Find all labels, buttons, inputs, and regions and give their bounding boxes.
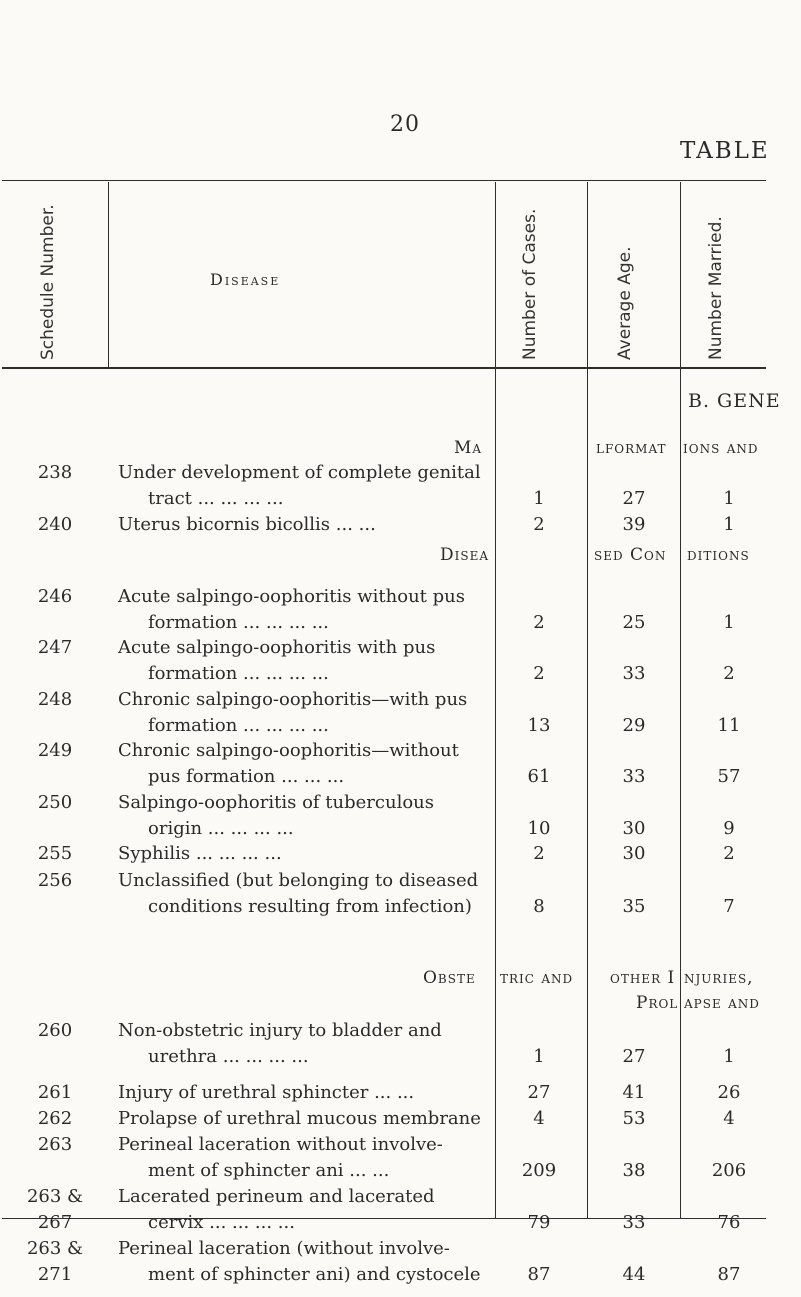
header-top-rule: [2, 180, 766, 181]
table-heading: TABLE: [680, 138, 770, 164]
page-number: 20: [390, 112, 420, 137]
number-of-cases: 1: [533, 488, 545, 509]
disease-name: Chronic salpingo-oophoritis—without: [118, 740, 459, 761]
number-of-cases: 2: [533, 843, 545, 864]
disease-name-cont: urethra ... ... ... ...: [148, 1046, 309, 1067]
disease-name: Perineal laceration (without involve-: [118, 1238, 450, 1259]
col-rule-1: [108, 182, 109, 367]
number-of-cases: 10: [527, 818, 551, 839]
schedule-number: 256: [37, 870, 73, 891]
disease-name: Syphilis ... ... ... ...: [118, 843, 282, 864]
number-of-cases: 79: [527, 1212, 551, 1233]
disease-name-cont: formation ... ... ... ...: [148, 715, 329, 736]
schedule-number: 261: [37, 1082, 73, 1103]
schedule-number: 248: [37, 689, 73, 710]
schedule-number-cont: 271: [37, 1264, 73, 1285]
number-of-cases: 4: [533, 1108, 545, 1129]
section-diseased-part1: Disea: [440, 545, 490, 565]
section-diseased-part3: ditions: [687, 545, 750, 565]
schedule-number: 249: [37, 740, 73, 761]
schedule-number: 255: [37, 843, 73, 864]
number-of-cases: 1: [533, 1046, 545, 1067]
number-married: 26: [717, 1082, 741, 1103]
disease-name: Perineal laceration without involve-: [118, 1134, 443, 1155]
col-rule-3: [587, 182, 588, 1218]
number-of-cases: 87: [527, 1264, 551, 1285]
average-age-header: Average Age.: [615, 246, 635, 360]
average-age: 27: [622, 1046, 646, 1067]
disease-name-cont: tract ... ... ... ...: [148, 488, 284, 509]
number-married: 1: [723, 488, 735, 509]
number-married: 7: [723, 896, 735, 917]
disease-name-cont: formation ... ... ... ...: [148, 612, 329, 633]
section-obstetric-part1: Obste: [423, 968, 476, 988]
number-of-cases: 2: [533, 663, 545, 684]
average-age: 44: [622, 1264, 646, 1285]
number-of-cases-header: Number of Cases.: [520, 208, 540, 360]
number-married: 76: [717, 1212, 741, 1233]
number-married: 11: [717, 715, 741, 736]
disease-name: Salpingo-oophoritis of tuberculous: [118, 792, 434, 813]
disease-name: Non-obstetric injury to bladder and: [118, 1020, 442, 1041]
number-of-cases: 2: [533, 514, 545, 535]
number-married: 87: [717, 1264, 741, 1285]
number-of-cases: 13: [527, 715, 551, 736]
number-married: 2: [723, 663, 735, 684]
schedule-number: 246: [37, 586, 73, 607]
number-married: 2: [723, 843, 735, 864]
average-age: 29: [622, 715, 646, 736]
schedule-number: 263: [37, 1134, 73, 1155]
number-married: 9: [723, 818, 735, 839]
disease-name: Lacerated perineum and lacerated: [118, 1186, 435, 1207]
disease-name-cont: ment of sphincter ani) and cystocele: [148, 1264, 481, 1285]
schedule-number: 263 &: [26, 1238, 84, 1259]
number-married: 1: [723, 1046, 735, 1067]
schedule-number: 260: [37, 1020, 73, 1041]
disease-name: Under development of complete genital: [118, 462, 481, 483]
disease-name: Acute salpingo-oophoritis with pus: [118, 637, 436, 658]
disease-name-cont: cervix ... ... ... ...: [148, 1212, 295, 1233]
number-of-cases: 2: [533, 612, 545, 633]
disease-name: Prolapse of urethral mucous membrane: [118, 1108, 481, 1129]
section-malformations-part3: ions and: [683, 438, 759, 458]
number-married: 1: [723, 514, 735, 535]
number-of-cases: 8: [533, 896, 545, 917]
average-age: 25: [622, 612, 646, 633]
disease-name-cont: ment of sphincter ani ... ...: [148, 1160, 390, 1181]
section-obstetric-part2: tric and: [500, 968, 574, 988]
section-general-label: B. GENE: [688, 390, 781, 412]
number-of-cases: 61: [527, 766, 551, 787]
header-bottom-rule: [2, 367, 766, 369]
number-of-cases: 209: [521, 1160, 557, 1181]
schedule-number: 247: [37, 637, 73, 658]
disease-name: Unclassified (but belonging to diseased: [118, 870, 479, 891]
schedule-number-cont: 267: [37, 1212, 73, 1233]
col-rule-4: [680, 182, 681, 1218]
disease-name-cont: conditions resulting from infection): [148, 896, 472, 917]
disease-name-cont: pus formation ... ... ...: [148, 766, 345, 787]
number-married: 1: [723, 612, 735, 633]
schedule-number-header: Schedule Number.: [38, 204, 58, 360]
schedule-number: 238: [37, 462, 73, 483]
average-age: 38: [622, 1160, 646, 1181]
disease-name-cont: origin ... ... ... ...: [148, 818, 294, 839]
number-married-header: Number Married.: [706, 216, 726, 360]
schedule-number: 250: [37, 792, 73, 813]
number-of-cases: 27: [527, 1082, 551, 1103]
average-age: 41: [622, 1082, 646, 1103]
average-age: 27: [622, 488, 646, 509]
schedule-number: 240: [37, 514, 73, 535]
number-married: 57: [717, 766, 741, 787]
average-age: 53: [622, 1108, 646, 1129]
section-diseased-part2: sed Con: [594, 545, 667, 565]
disease-name: Uterus bicornis bicollis ... ...: [118, 514, 376, 535]
average-age: 33: [622, 663, 646, 684]
average-age: 33: [622, 766, 646, 787]
section-prolapse-part1: Prol: [636, 993, 679, 1013]
disease-name: Injury of urethral sphincter ... ...: [118, 1082, 415, 1103]
disease-header: Disease: [210, 270, 281, 289]
section-obstetric-part4: njuries,: [684, 968, 754, 988]
schedule-number: 262: [37, 1108, 73, 1129]
average-age: 39: [622, 514, 646, 535]
disease-name: Acute salpingo-oophoritis without pus: [118, 586, 465, 607]
average-age: 35: [622, 896, 646, 917]
average-age: 33: [622, 1212, 646, 1233]
section-malformations-part1: Ma: [454, 438, 483, 458]
disease-name: Chronic salpingo-oophoritis—with pus: [118, 689, 468, 710]
average-age: 30: [622, 843, 646, 864]
section-obstetric-part3: other I: [610, 968, 676, 988]
average-age: 30: [622, 818, 646, 839]
number-married: 4: [723, 1108, 735, 1129]
schedule-number: 263 &: [26, 1186, 84, 1207]
disease-name-cont: formation ... ... ... ...: [148, 663, 329, 684]
number-married: 206: [711, 1160, 747, 1181]
section-malformations-part2: lformat: [596, 438, 667, 458]
section-prolapse-part2: apse and: [684, 993, 760, 1013]
